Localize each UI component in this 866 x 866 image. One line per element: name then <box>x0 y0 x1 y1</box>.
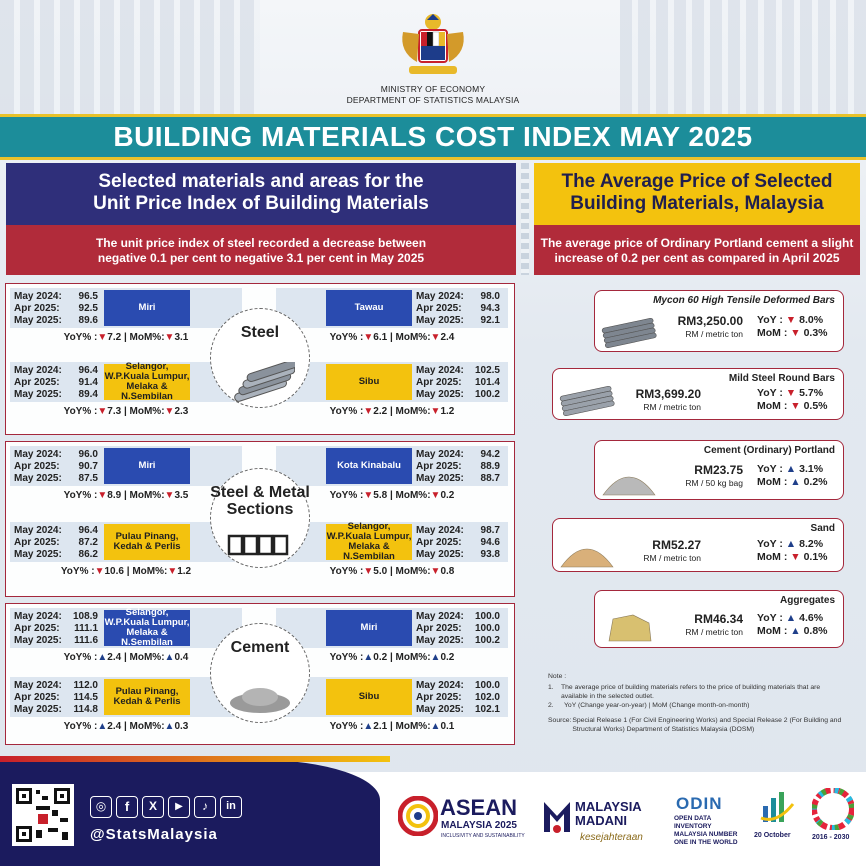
index-value: 102.5 <box>474 365 500 376</box>
area-tag: Miri <box>104 290 190 326</box>
price-unit: RM / metric ton <box>643 402 701 412</box>
yoy-label: YoY : <box>757 538 783 550</box>
area-tag: Sibu <box>326 679 412 715</box>
odin-subtitle: OPEN DATA INVENTORY MALAYSIA NUMBER ONE IN THE WORLD <box>674 815 738 846</box>
yoy-label: YoY : <box>757 314 783 326</box>
price-card <box>594 440 844 500</box>
note-2: YoY (Change year-on-year) | MoM (Change month-on-month) <box>564 702 750 709</box>
yoy-label: YoY% : <box>329 490 364 501</box>
price-unit: RM / metric ton <box>685 329 743 339</box>
yoy-arrow-icon: ▲ <box>785 463 797 475</box>
index-values <box>416 525 500 561</box>
youtube-icon[interactable]: ▶ <box>168 796 190 818</box>
yoy-label: YoY% : <box>63 652 98 663</box>
material-label: Steel & Metal Sections <box>210 484 310 518</box>
index-value: 89.4 <box>78 389 98 400</box>
period-label: Apr 2025: <box>416 537 462 548</box>
mom-value: 1.2 <box>440 406 455 417</box>
index-value: 100.0 <box>474 623 500 634</box>
mom-label: MoM : <box>757 327 788 339</box>
index-value: 91.4 <box>78 377 98 388</box>
period-label: Apr 2025: <box>14 692 60 703</box>
yoy-value: 7.3 <box>107 406 122 417</box>
yoy-arrow-icon: ▲ <box>785 612 797 624</box>
index-value: 94.6 <box>480 537 500 548</box>
yoy-arrow-icon: ▲ <box>97 721 108 732</box>
stats-day-logo-icon <box>757 788 797 828</box>
left-sub-line1: The unit price index of steel recorded a decrease between <box>95 236 427 250</box>
change-line: YoY% :▼2.2 | MoM%:▼1.2 <box>329 406 455 417</box>
period-label: May 2025: <box>416 389 464 400</box>
mom-arrow-icon: ▼ <box>430 566 441 577</box>
period-label: May 2024: <box>14 449 62 460</box>
price-value: RM46.34 <box>694 612 743 626</box>
yoy-value: 2.1 <box>373 721 388 732</box>
period-label: May 2025: <box>416 473 464 484</box>
change-line: YoY% :▼7.2 | MoM%:▼3.1 <box>63 332 189 343</box>
mom-arrow-icon: ▲ <box>164 652 175 663</box>
yoy-label: YoY% : <box>329 721 364 732</box>
index-value: 96.4 <box>78 525 98 536</box>
index-value: 94.3 <box>480 303 500 314</box>
index-value: 114.8 <box>73 704 98 715</box>
yoy-arrow-icon: ▲ <box>363 721 374 732</box>
mom-arrow-icon: ▼ <box>164 332 175 343</box>
mom-arrow-icon: ▼ <box>164 490 175 501</box>
price-unit: RM / metric ton <box>643 553 701 563</box>
yoy-arrow-icon: ▼ <box>785 314 797 326</box>
index-value: 114.5 <box>73 692 98 703</box>
yoy-value: 2.4 <box>107 652 122 663</box>
yoy-value: 5.0 <box>373 566 388 577</box>
mom-arrow-icon: ▼ <box>790 400 801 412</box>
period-label: May 2025: <box>14 549 62 560</box>
madani-logo-icon <box>542 796 572 836</box>
index-values <box>416 449 500 485</box>
yoy-value: 10.6 <box>104 566 124 577</box>
period-label: Apr 2025: <box>416 377 462 388</box>
price-change <box>757 387 828 413</box>
yoy-value: 5.8 <box>373 490 388 501</box>
aggregate-icon <box>599 611 659 645</box>
price-unit: RM / 50 kg bag <box>685 478 743 488</box>
period-label: May 2024: <box>14 525 62 536</box>
mom-value: 0.8 <box>440 566 455 577</box>
yoy-value: 7.2 <box>107 332 122 343</box>
yoy-arrow-icon: ▲ <box>363 652 374 663</box>
mom-label: MoM : <box>757 551 788 563</box>
change-line: YoY% :▲0.2 | MoM%:▲0.2 <box>329 652 455 663</box>
source-label: Source: <box>548 717 572 724</box>
instagram-icon[interactable]: ◎ <box>90 796 112 818</box>
mom-value: 2.3 <box>174 406 189 417</box>
mom-arrow-icon: ▼ <box>430 490 441 501</box>
right-heading-line2: Building Materials, Malaysia <box>570 193 824 214</box>
footer-stripe <box>0 756 390 762</box>
left-sub-line2: negative 0.1 per cent to negative 3.1 per cent in May 2025 <box>97 251 425 265</box>
index-values <box>14 611 98 647</box>
index-value: 101.4 <box>474 377 500 388</box>
notes-title: Note : <box>548 673 567 680</box>
column-divider <box>521 163 529 275</box>
index-value: 100.2 <box>474 635 500 646</box>
yoy-arrow-icon: ▼ <box>94 566 105 577</box>
area-tag: Selangor, W.P.Kuala Lumpur, Melaka & N.Sembilan <box>104 361 190 402</box>
period-label: May 2025: <box>416 635 464 646</box>
material-label: Steel <box>240 324 280 341</box>
period-label: Apr 2025: <box>416 623 462 634</box>
material-name: Mycon 60 High Tensile Deformed Bars <box>653 295 835 306</box>
mom-label: MoM%: <box>129 652 165 663</box>
mom-label: MoM%: <box>129 332 165 343</box>
index-value: 100.0 <box>474 680 500 691</box>
index-value: 86.2 <box>78 549 98 560</box>
yoy-label: YoY% : <box>63 721 98 732</box>
change-line: YoY% :▼8.9 | MoM%:▼3.5 <box>63 490 189 501</box>
index-value: 111.6 <box>74 635 98 646</box>
area-tag: Sibu <box>326 364 412 400</box>
yoy-value: 4.6% <box>799 612 824 624</box>
period-label: Apr 2025: <box>14 537 60 548</box>
mom-arrow-icon: ▲ <box>790 476 801 488</box>
yoy-value: 6.1 <box>373 332 388 343</box>
page-title: BUILDING MATERIALS COST INDEX MAY 2025 <box>0 114 866 160</box>
right-subheading <box>534 225 860 275</box>
mom-arrow-icon: ▼ <box>430 332 441 343</box>
index-values <box>14 680 98 716</box>
mom-arrow-icon: ▼ <box>790 551 801 563</box>
coat-of-arms-icon <box>393 12 473 80</box>
mom-arrow-icon: ▼ <box>790 327 801 339</box>
period-label: May 2025: <box>416 704 464 715</box>
steel-icon <box>225 362 295 402</box>
mom-arrow-icon: ▼ <box>167 566 178 577</box>
price-value: RM23.75 <box>694 463 743 477</box>
right-heading-line1: The Average Price of Selected <box>561 171 833 192</box>
yoy-value: 8.0% <box>799 314 824 326</box>
material-panel <box>5 283 515 435</box>
left-heading-line2: Unit Price Index of Building Materials <box>93 193 429 214</box>
rebar-icon <box>599 315 659 349</box>
period-label: May 2024: <box>416 291 464 302</box>
yoy-label: YoY% : <box>329 332 364 343</box>
material-name: Sand <box>810 523 835 534</box>
period-label: May 2025: <box>416 315 464 326</box>
yoy-arrow-icon: ▼ <box>363 332 374 343</box>
change-line: YoY% :▼10.6 | MoM%:▼1.2 <box>60 566 192 577</box>
ministry-name: MINISTRY OF ECONOMY <box>380 84 486 94</box>
facebook-icon[interactable]: f <box>116 796 138 818</box>
mom-arrow-icon: ▲ <box>164 721 175 732</box>
index-value: 89.6 <box>78 315 98 326</box>
yoy-arrow-icon: ▼ <box>97 406 108 417</box>
sand-pile-icon <box>557 535 617 569</box>
index-value: 102.0 <box>474 692 500 703</box>
index-values <box>416 365 500 401</box>
index-value: 102.1 <box>474 704 500 715</box>
area-tag: Miri <box>104 448 190 484</box>
index-value: 112.0 <box>73 680 98 691</box>
price-change <box>757 314 828 340</box>
sdg-wheel-icon <box>812 788 854 830</box>
index-value: 98.0 <box>480 291 500 302</box>
index-value: 88.7 <box>480 473 500 484</box>
price-change <box>757 538 828 564</box>
index-values <box>14 449 98 485</box>
price-card <box>552 518 844 572</box>
sdg-years: 2016 - 2030 <box>812 834 850 841</box>
asean-tagline: INCLUSIVITY AND SUSTAINABILITY <box>441 833 525 839</box>
right-sub-line2: increase of 0.2 per cent as compared in April 2025 <box>554 251 840 265</box>
change-line: YoY% :▼5.0 | MoM%:▼0.8 <box>329 566 455 577</box>
change-line: YoY% :▼5.8 | MoM%:▼0.2 <box>329 490 455 501</box>
mom-label: MoM%: <box>395 721 431 732</box>
yoy-label: YoY% : <box>63 406 98 417</box>
price-card <box>594 590 844 648</box>
price-unit: RM / metric ton <box>685 627 743 637</box>
index-values <box>14 291 98 327</box>
period-label: Apr 2025: <box>416 692 462 703</box>
left-heading-line1: Selected materials and areas for the <box>98 171 424 192</box>
mom-label: MoM%: <box>395 332 431 343</box>
change-line: YoY% :▼7.3 | MoM%:▼2.3 <box>63 406 189 417</box>
area-tag: Pulau Pinang, Kedah & Perlis <box>104 679 190 715</box>
area-tag: Selangor, W.P.Kuala Lumpur, Melaka & N.Sembilan <box>104 607 190 648</box>
yoy-arrow-icon: ▼ <box>363 490 374 501</box>
area-tag: Selangor, W.P.Kuala Lumpur, Melaka & N.Sembilan <box>326 521 412 562</box>
note-1: The average price of building materials refers to the price of building materials that are available in the selected outlet. <box>560 684 821 700</box>
mom-label: MoM%: <box>129 490 165 501</box>
left-heading <box>6 163 516 225</box>
period-label: May 2025: <box>14 704 62 715</box>
mom-label: MoM%: <box>395 406 431 417</box>
madani-subtitle: kesejahteraan <box>580 832 643 843</box>
yoy-value: 2.2 <box>373 406 388 417</box>
index-value: 92.5 <box>78 303 98 314</box>
period-label: May 2025: <box>14 473 62 484</box>
area-tag: Tawau <box>326 290 412 326</box>
index-values <box>416 611 500 647</box>
mom-label: MoM : <box>757 400 788 412</box>
period-label: May 2024: <box>416 611 464 622</box>
mom-arrow-icon: ▲ <box>430 652 441 663</box>
yoy-arrow-icon: ▼ <box>363 566 374 577</box>
index-value: 94.2 <box>480 449 500 460</box>
material-panel <box>5 441 515 597</box>
madani-title: MALAYSIA MADANI <box>575 799 642 828</box>
cement-bag-icon <box>599 463 659 497</box>
stats-day-date: 20 October <box>754 832 791 839</box>
mom-label: MoM%: <box>395 566 431 577</box>
yoy-label: YoY% : <box>329 652 364 663</box>
mom-value: 0.3% <box>803 327 828 339</box>
mom-value: 2.4 <box>440 332 455 343</box>
price-card <box>594 290 844 352</box>
mom-value: 3.5 <box>174 490 189 501</box>
mom-label: MoM%: <box>129 721 165 732</box>
price-change <box>757 612 828 638</box>
change-line: YoY% :▲2.4 | MoM%:▲0.3 <box>63 721 189 732</box>
asean-title: ASEAN <box>440 795 518 820</box>
price-card <box>552 368 844 420</box>
source-text: Special Release 1 (For Civil Engineering Works) and Special Release 2 (For Building and Structural Works) Department of Statistics Malaysia (DOSM) <box>572 717 842 733</box>
mom-value: 0.8% <box>803 625 828 637</box>
yoy-label: YoY : <box>757 612 783 624</box>
qr-code-icon[interactable] <box>12 784 74 846</box>
yoy-label: YoY% : <box>63 332 98 343</box>
yoy-arrow-icon: ▼ <box>785 387 797 399</box>
index-value: 98.7 <box>480 525 500 536</box>
mom-value: 0.5% <box>803 400 828 412</box>
price-value: RM52.27 <box>652 538 701 552</box>
material-name: Cement (Ordinary) Portland <box>703 445 835 456</box>
mom-label: MoM%: <box>395 490 431 501</box>
material-panel <box>5 603 515 745</box>
social-icons <box>90 796 242 818</box>
material-label: Cement <box>230 639 290 656</box>
mom-label: MoM : <box>757 625 788 637</box>
index-values <box>416 291 500 327</box>
yoy-value: 2.4 <box>107 721 122 732</box>
period-label: Apr 2025: <box>14 623 60 634</box>
price-value: RM3,699.20 <box>635 387 701 401</box>
yoy-label: YoY% : <box>60 566 95 577</box>
yoy-value: 5.7% <box>799 387 824 399</box>
mom-label: MoM%: <box>132 566 168 577</box>
price-change <box>757 463 828 489</box>
area-tag: Miri <box>326 610 412 646</box>
index-value: 108.9 <box>72 611 98 622</box>
period-label: May 2025: <box>14 635 62 646</box>
index-value: 90.7 <box>78 461 98 472</box>
yoy-arrow-icon: ▲ <box>785 538 797 550</box>
index-value: 96.4 <box>78 365 98 376</box>
period-label: Apr 2025: <box>14 377 60 388</box>
period-label: May 2024: <box>416 525 464 536</box>
material-name: Mild Steel Round Bars <box>728 373 835 384</box>
index-value: 93.8 <box>480 549 500 560</box>
area-tag: Pulau Pinang, Kedah & Perlis <box>104 524 190 560</box>
area-tag: Kota Kinabalu <box>326 448 412 484</box>
mom-value: 0.2 <box>440 490 455 501</box>
linkedin-icon[interactable]: in <box>220 796 242 818</box>
yoy-label: YoY% : <box>329 566 364 577</box>
period-label: May 2024: <box>14 291 62 302</box>
index-value: 92.1 <box>480 315 500 326</box>
period-label: May 2024: <box>416 365 464 376</box>
mom-value: 0.2% <box>803 476 828 488</box>
building-backdrop-left <box>0 0 260 130</box>
left-subheading <box>6 225 516 275</box>
yoy-label: YoY : <box>757 387 783 399</box>
index-value: 88.9 <box>480 461 500 472</box>
change-line: YoY% :▲2.1 | MoM%:▲0.1 <box>329 721 455 732</box>
index-value: 100.0 <box>474 611 500 622</box>
mom-arrow-icon: ▲ <box>790 625 801 637</box>
period-label: May 2024: <box>416 449 464 460</box>
index-value: 111.1 <box>74 623 98 634</box>
period-label: Apr 2025: <box>14 303 60 314</box>
mom-value: 0.4 <box>174 652 189 663</box>
yoy-arrow-icon: ▼ <box>97 490 108 501</box>
period-label: May 2025: <box>416 549 464 560</box>
asean-subtitle: MALAYSIA 2025 <box>441 820 517 831</box>
yoy-value: 8.9 <box>107 490 122 501</box>
index-value: 96.0 <box>78 449 98 460</box>
mom-label: MoM%: <box>395 652 431 663</box>
yoy-value: 8.2% <box>799 538 824 550</box>
yoy-value: 3.1% <box>799 463 824 475</box>
mom-value: 0.1% <box>803 551 828 563</box>
mom-value: 0.1 <box>440 721 455 732</box>
index-value: 87.2 <box>78 537 98 548</box>
mom-value: 1.2 <box>177 566 192 577</box>
yoy-label: YoY : <box>757 463 783 475</box>
mom-arrow-icon: ▼ <box>430 406 441 417</box>
round-bar-icon <box>557 383 617 417</box>
period-label: May 2024: <box>14 680 62 691</box>
yoy-arrow-icon: ▼ <box>363 406 374 417</box>
yoy-label: YoY% : <box>63 490 98 501</box>
yoy-label: YoY% : <box>329 406 364 417</box>
mom-value: 0.3 <box>174 721 189 732</box>
index-value: 100.2 <box>474 389 500 400</box>
cement-icon <box>225 677 295 717</box>
change-line: YoY% :▲2.4 | MoM%:▲0.4 <box>63 652 189 663</box>
social-handle[interactable]: @StatsMalaysia <box>90 826 218 843</box>
right-sub-line1: The average price of Ordinary Portland cement a slight <box>540 236 854 250</box>
notes: Note : 1. The average price of building materials refers to the price of building materials that are available in the selected outlet. 2. YoY (Change year-on-year) | MoM (Change month-on-month) Source: Special Release 1 (For Civil Engineering Works) and Special Release 2 (For Building and Structural Works) Department of Statistics Malaysia (DOSM) <box>548 672 848 734</box>
period-label: May 2024: <box>14 365 62 376</box>
x-icon[interactable]: X <box>142 796 164 818</box>
tiktok-icon[interactable]: ♪ <box>194 796 216 818</box>
index-values <box>14 525 98 561</box>
mom-label: MoM : <box>757 476 788 488</box>
period-label: Apr 2025: <box>416 303 462 314</box>
mom-label: MoM%: <box>129 406 165 417</box>
index-value: 87.5 <box>78 473 98 484</box>
period-label: May 2024: <box>416 680 464 691</box>
index-values <box>14 365 98 401</box>
change-line: YoY% :▼6.1 | MoM%:▼2.4 <box>329 332 455 343</box>
index-values <box>416 680 500 716</box>
period-label: Apr 2025: <box>14 461 60 472</box>
yoy-arrow-icon: ▼ <box>97 332 108 343</box>
mom-value: 3.1 <box>174 332 189 343</box>
price-value: RM3,250.00 <box>677 314 743 328</box>
mom-value: 0.2 <box>440 652 455 663</box>
mom-arrow-icon: ▲ <box>430 721 441 732</box>
period-label: May 2024: <box>14 611 62 622</box>
asean-logo-icon <box>398 796 438 836</box>
department-name: DEPARTMENT OF STATISTICS MALAYSIA <box>346 95 520 105</box>
yoy-value: 0.2 <box>373 652 388 663</box>
period-label: May 2025: <box>14 315 62 326</box>
period-label: Apr 2025: <box>416 461 462 472</box>
period-label: May 2025: <box>14 389 62 400</box>
sections-icon <box>225 522 295 562</box>
odin-title: ODIN <box>676 794 723 813</box>
yoy-arrow-icon: ▲ <box>97 652 108 663</box>
right-heading <box>534 163 860 225</box>
index-value: 96.5 <box>78 291 98 302</box>
material-name: Aggregates <box>779 595 835 606</box>
mom-arrow-icon: ▼ <box>164 406 175 417</box>
